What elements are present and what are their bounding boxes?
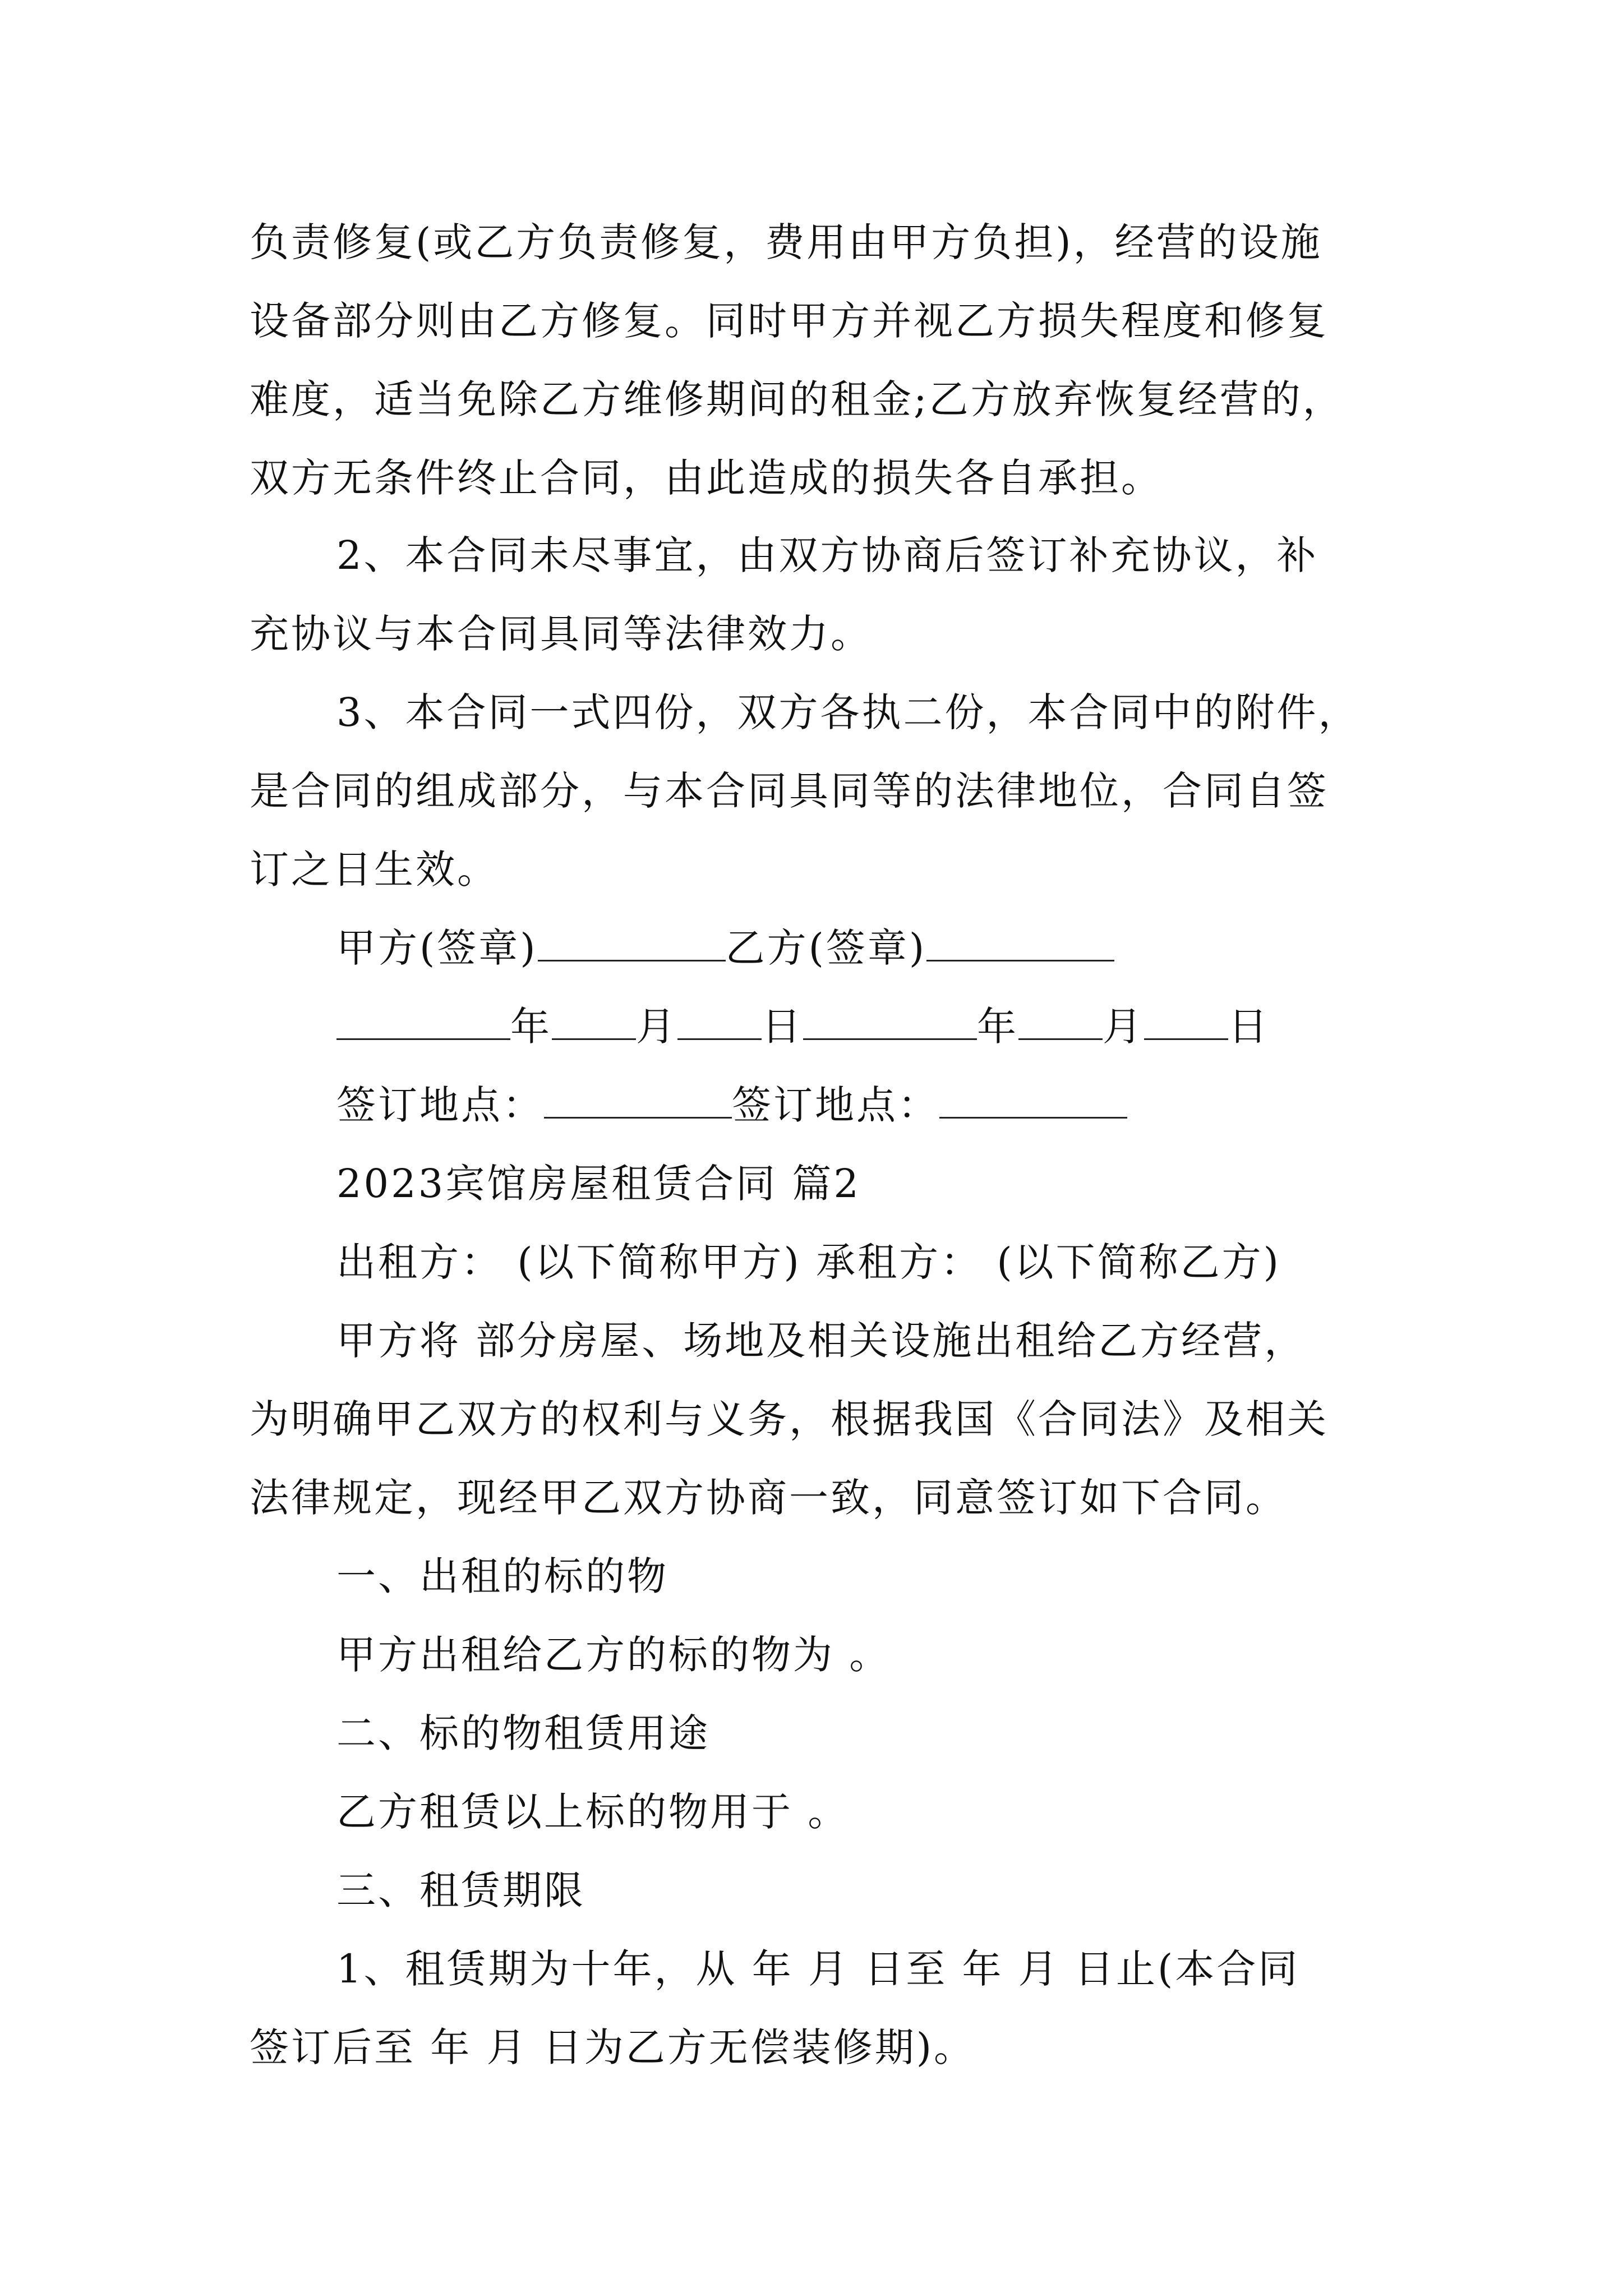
leased-object-text: 甲方出租给乙方的标的物为 。 — [336, 1632, 891, 1678]
continuation-line-4: 双方无条件终止合同，由此造成的损失各自承担。 — [250, 455, 1163, 501]
year-label: 年 — [977, 1004, 1018, 1050]
party-a-day-blank[interactable] — [677, 1006, 762, 1040]
party-a-signature-blank[interactable] — [538, 927, 726, 961]
signature-row — [336, 926, 1114, 970]
party-b-signature-label: 乙方(签章) — [725, 925, 927, 971]
party-a-signature-label: 甲方(签章) — [336, 925, 538, 971]
continuation-line-3: 难度，适当免除乙方维修期间的租金;乙方放弃恢复经营的， — [250, 376, 1344, 422]
intro-line-1: 甲方将 部分房屋、场地及相关设施出租给乙方经营， — [336, 1318, 1306, 1364]
clause-3-line-2: 是合同的组成部分，与本合同具同等的法律地位，合同自签 — [250, 768, 1329, 814]
year-label: 年 — [510, 1004, 552, 1050]
clause-3-line-1: 3、本合同一式四份，双方各执二份，本合同中的附件， — [336, 689, 1360, 735]
clause-2-line-2: 充协议与本合同具同等法律效力。 — [250, 611, 872, 657]
party-b-day-blank[interactable] — [1144, 1006, 1228, 1040]
party-a-month-blank[interactable] — [552, 1006, 636, 1040]
party-a-year-blank[interactable] — [336, 1006, 510, 1040]
clause-2-line-1: 2、本合同未尽事宜，由双方协商后签订补充协议，补 — [336, 532, 1318, 578]
continuation-line-2: 设备部分则由乙方修复。同时甲方并视乙方损失程度和修复 — [250, 298, 1329, 344]
lease-term-line-1: 1、租赁期为十年，从 年 月 日至 年 月 日止(本合同 — [336, 1946, 1300, 1992]
parties-line: 出租方： (以下简称甲方) 承租方： (以下简称乙方) — [336, 1239, 1281, 1285]
party-b-place-label: 签订地点： — [732, 1082, 939, 1128]
party-a-place-label: 签订地点： — [336, 1082, 544, 1128]
signing-place-row — [336, 1083, 1127, 1128]
intro-line-2: 为明确甲乙双方的权利与义务，根据我国《合同法》及相关 — [250, 1396, 1329, 1442]
section-2-heading: 2023宾馆房屋租赁合同 篇2 — [336, 1161, 861, 1207]
party-b-signature-blank[interactable] — [926, 927, 1114, 961]
lease-purpose-text: 乙方租赁以上标的物用于 。 — [336, 1789, 850, 1835]
month-label: 月 — [636, 1004, 677, 1050]
day-label: 日 — [1228, 1004, 1270, 1050]
clause-3-line-3: 订之日生效。 — [250, 846, 499, 892]
party-b-year-blank[interactable] — [803, 1006, 977, 1040]
heading-leased-object: 一、出租的标的物 — [336, 1553, 668, 1599]
party-a-place-blank[interactable] — [544, 1084, 732, 1119]
party-b-month-blank[interactable] — [1018, 1006, 1103, 1040]
heading-lease-term: 三、租赁期限 — [336, 1867, 585, 1913]
party-b-place-blank[interactable] — [939, 1084, 1127, 1119]
heading-lease-purpose: 二、标的物租赁用途 — [336, 1710, 710, 1756]
date-row — [336, 1004, 1270, 1049]
lease-term-line-2: 签订后至 年 月 日为乙方无偿装修期)。 — [250, 2024, 976, 2070]
month-label: 月 — [1103, 1004, 1144, 1050]
continuation-line-1: 负责修复(或乙方负责修复，费用由甲方负担)，经营的设施 — [250, 219, 1322, 265]
day-label: 日 — [762, 1004, 803, 1050]
intro-line-3: 法律规定，现经甲乙双方协商一致，同意签订如下合同。 — [250, 1475, 1287, 1521]
